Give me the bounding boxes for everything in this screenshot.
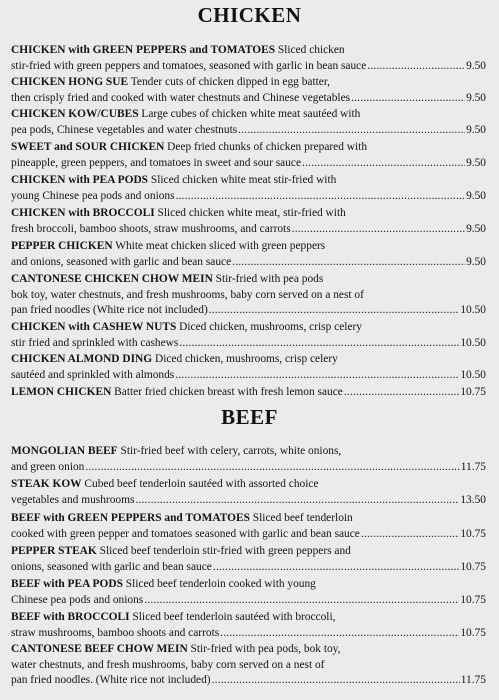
item-name: BEEF with PEA PODS bbox=[11, 578, 123, 590]
item-name: STEAK KOW bbox=[11, 478, 82, 490]
menu-item bbox=[11, 511, 486, 542]
item-price: 10.75 bbox=[460, 386, 486, 398]
item-name: SWEET and SOUR CHICKEN bbox=[11, 141, 165, 153]
item-description: pineapple, green peppers, and tomatoes in sweet and sour sauce bbox=[11, 156, 302, 169]
menu-item bbox=[11, 206, 486, 237]
item-description: Sliced beef tenderloin cooked with young bbox=[122, 578, 316, 590]
item-description: Large cubes of chicken white meat sautéed with bbox=[138, 108, 361, 120]
item-price: 10.75 bbox=[460, 593, 486, 606]
menu-item bbox=[11, 272, 486, 319]
item-price: 9.50 bbox=[466, 123, 486, 136]
item-name: CHICKEN HONG SUE bbox=[11, 76, 129, 88]
item-price: 10.75 bbox=[460, 527, 486, 540]
item-name: CHICKEN with CASHEW NUTS bbox=[11, 321, 177, 333]
item-price: 10.50 bbox=[460, 336, 486, 349]
item-description: cooked with green pepper and tomatoes seasoned with garlic and bean sauce bbox=[11, 527, 360, 540]
item-description: onions, seasoned with garlic and bean sauce bbox=[11, 560, 212, 573]
item-name: CANTONESE BEEF CHOW MEIN bbox=[11, 643, 188, 655]
item-description: stir fried and sprinkled with cashews bbox=[11, 336, 179, 349]
item-price: 10.50 bbox=[460, 304, 486, 316]
item-description: White meat chicken sliced with green peppers bbox=[112, 240, 326, 252]
item-description: vegetables and mushrooms bbox=[11, 493, 135, 506]
item-name: BEEF with BROCCOLI bbox=[11, 611, 130, 623]
menu-item bbox=[11, 107, 486, 138]
item-description: then crisply fried and cooked with water chestnuts and Chinese vegetables bbox=[11, 91, 351, 104]
item-price: 9.50 bbox=[466, 156, 486, 169]
item-description: Sliced chicken bbox=[275, 44, 345, 56]
item-name: LEMON CHICKEN bbox=[11, 386, 112, 398]
item-description: straw mushrooms, bamboo shoots and carrots bbox=[11, 626, 220, 639]
item-description: Sliced chicken white meat stir-fried with bbox=[148, 174, 337, 186]
menu-item bbox=[11, 140, 486, 171]
section-title-beef: BEEF bbox=[221, 405, 278, 429]
item-price: 9.50 bbox=[466, 222, 486, 235]
item-description: Sliced beef tenderloin sautéed with broccoli, bbox=[129, 611, 336, 623]
item-name: MONGOLIAN BEEF bbox=[11, 445, 118, 457]
item-description: Sliced beef tenderloin stir-fried with green peppers and bbox=[96, 545, 351, 557]
item-name: CHICKEN KOW/CUBES bbox=[11, 108, 139, 120]
item-price: 10.75 bbox=[460, 560, 486, 573]
item-price: 9.50 bbox=[466, 91, 486, 104]
item-description: sautéed and sprinkled with almonds bbox=[11, 368, 175, 381]
item-name: CANTONESE CHICKEN CHOW MEIN bbox=[11, 273, 213, 285]
item-description: Diced chicken, mushrooms, crisp celery bbox=[176, 321, 362, 333]
menu-item bbox=[11, 239, 486, 270]
item-description: and green onion bbox=[11, 460, 85, 473]
item-price: 9.50 bbox=[466, 255, 486, 268]
item-price: 10.50 bbox=[460, 368, 486, 381]
menu-item bbox=[11, 444, 486, 475]
menu-item bbox=[11, 642, 486, 689]
item-name: PEPPER STEAK bbox=[11, 545, 97, 557]
item-description: bok toy, water chestnuts, and fresh mushrooms, baby corn served on a nest of bbox=[11, 288, 364, 301]
menu-item bbox=[11, 544, 486, 575]
item-description: Tender cuts of chicken dipped in egg batter, bbox=[128, 76, 331, 88]
item-price: 11.75 bbox=[460, 460, 486, 473]
item-description: Batter fried chicken breast with fresh lemon sauce bbox=[111, 386, 343, 398]
item-description: pan fried noodles (White rice not included) bbox=[11, 304, 208, 316]
item-description: and onions, seasoned with garlic and bean sauce bbox=[11, 255, 232, 268]
item-name: CHICKEN with GREEN PEPPERS and TOMATOES bbox=[11, 44, 276, 56]
item-description: Cubed beef tenderloin sautéed with assorted choice bbox=[81, 478, 319, 490]
item-description: Stir-fried beef with celery, carrots, white onions, bbox=[117, 445, 342, 457]
menu-item bbox=[11, 385, 486, 401]
item-description: young Chinese pea pods and onions bbox=[11, 189, 175, 202]
item-description: Sliced beef tenderloin bbox=[249, 512, 353, 524]
menu-item bbox=[11, 352, 486, 383]
item-price: 9.50 bbox=[466, 189, 486, 202]
item-description: Sliced chicken white meat, stir-fried with bbox=[154, 207, 346, 219]
item-name: CHICKEN with PEA PODS bbox=[11, 174, 149, 186]
item-name: PEPPER CHICKEN bbox=[11, 240, 113, 252]
item-name: CHICKEN ALMOND DING bbox=[11, 353, 153, 365]
menu-item bbox=[11, 577, 486, 608]
item-description: stir-fried with green peppers and tomatoes, seasoned with garlic in bean sauce bbox=[11, 59, 367, 72]
menu-item bbox=[11, 610, 486, 641]
menu-item bbox=[11, 43, 486, 74]
item-description: Deep fried chunks of chicken prepared with bbox=[164, 141, 368, 153]
item-description: Diced chicken, mushrooms, crisp celery bbox=[152, 353, 338, 365]
item-description: pan fried noodles. (White rice not included) bbox=[11, 674, 211, 686]
menu-item bbox=[11, 477, 486, 508]
item-description: fresh broccoli, bamboo shoots, straw mushrooms, and carrots bbox=[11, 222, 291, 235]
item-price: 11.75 bbox=[460, 674, 486, 686]
item-description: Stir-fried with pea pods, bok toy, bbox=[187, 643, 341, 655]
item-price: 13.50 bbox=[460, 493, 486, 506]
item-description: Stir-fried with pea pods bbox=[212, 273, 324, 285]
menu-item bbox=[11, 173, 486, 204]
item-description: Chinese pea pods and onions bbox=[11, 593, 144, 606]
menu-item bbox=[11, 320, 486, 351]
item-price: 9.50 bbox=[466, 59, 486, 72]
item-price: 10.75 bbox=[460, 626, 486, 639]
item-description: water chestnuts, and fresh mushrooms, baby corn served on a nest of bbox=[11, 658, 325, 671]
item-description: pea pods, Chinese vegetables and water chestnuts bbox=[11, 123, 238, 136]
item-name: BEEF with GREEN PEPPERS and TOMATOES bbox=[11, 512, 250, 524]
section-title-chicken: CHICKEN bbox=[197, 3, 302, 27]
item-name: CHICKEN with BROCCOLI bbox=[11, 207, 155, 219]
menu-item bbox=[11, 75, 486, 106]
